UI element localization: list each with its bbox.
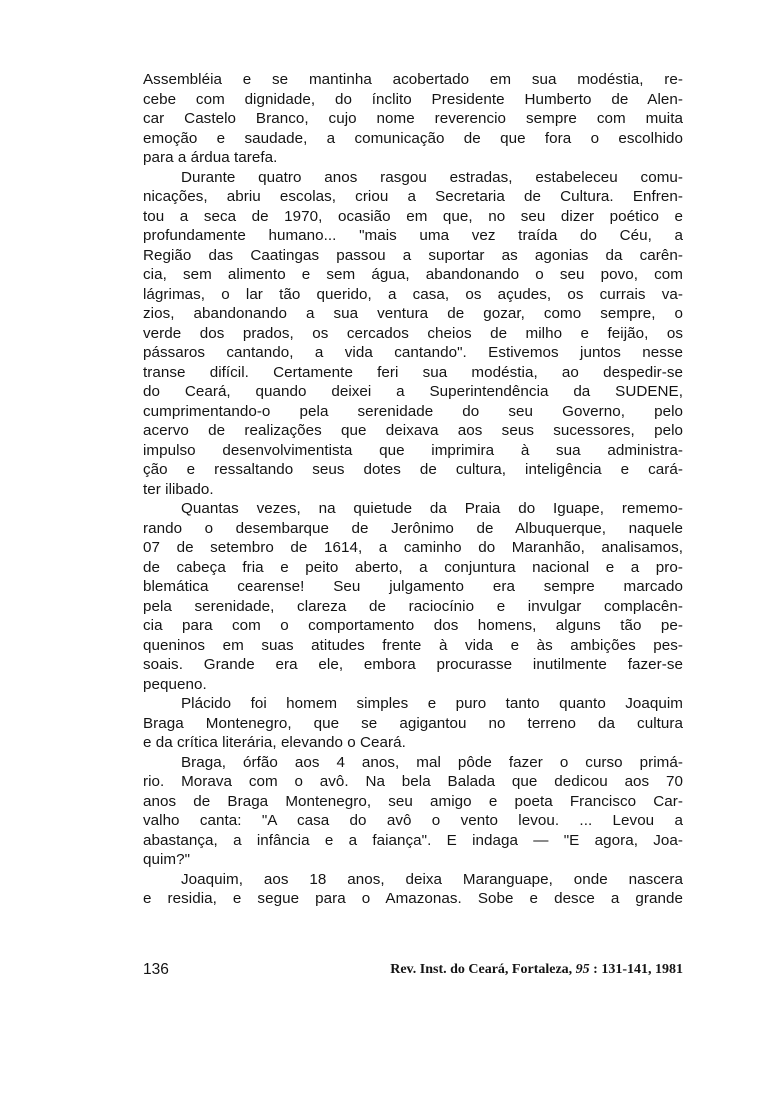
text-line: 07 de setembro de 1614, a caminho do Maranhão, analisamos,: [143, 539, 683, 556]
text-line: cia para com o comportamento dos homens, alguns tão pe-: [143, 617, 683, 634]
text-line: Braga Montenegro, que se agigantou no terreno da cultura: [143, 714, 683, 732]
page-number: 136: [143, 961, 169, 978]
text-line: Plácido foi homem simples e puro tanto quanto Joaquim: [181, 695, 683, 712]
text-line: zios, abandonando a sua ventura de gozar, como sempre, o: [143, 305, 683, 322]
text-line: valho canta: "A casa do avô o vento levou. ... Levou a: [143, 812, 683, 829]
text-line: Durante quatro anos rasgou estradas, estabeleceu comu-: [181, 168, 683, 186]
text-line: acervo de realizações que deixava aos seus sucessores, pelo: [143, 422, 683, 439]
text-line: queninos em suas atitudes frente à vida e às ambições pes-: [143, 636, 683, 654]
text-line: emoção e saudade, a comunicação de que fora o escolhido: [143, 129, 683, 147]
text-line: ção e ressaltando seus dotes de cultura, inteligência e cará-: [143, 461, 683, 478]
text-line: verde dos prados, os cercados cheios de milho e feijão, os: [143, 324, 683, 342]
text-line: transe difícil. Certamente feri sua modéstia, ao despedir-se: [143, 363, 683, 381]
text-line: Assembléia e se mantinha acobertado em sua modéstia, re-: [143, 71, 683, 88]
page-footer: [143, 960, 683, 980]
text-line: pela serenidade, clareza de raciocínio e invulgar complacên-: [143, 597, 683, 615]
text-line: profundamente humano... "mais uma vez traída do Céu, a: [143, 227, 683, 244]
text-line: cebe com dignidade, do ínclito Presidente Humberto de Alen-: [143, 90, 683, 108]
text-line: de cabeça fria e peito aberto, a conjuntura nacional e a pro-: [143, 558, 683, 576]
text-line: nicações, abriu escolas, criou a Secretaria de Cultura. Enfren-: [143, 188, 683, 205]
text-line: para a árdua tarefa.: [143, 149, 278, 166]
text-line: tou a seca de 1970, ocasião em que, no seu dizer poético e: [143, 207, 683, 225]
text-line: pequeno.: [143, 675, 207, 693]
text-line: pássaros cantando, a vida cantando". Estivemos juntos nesse: [143, 344, 683, 361]
text-line: Joaquim, aos 18 anos, deixa Maranguape, onde nascera: [181, 870, 683, 888]
text-line: abastança, a infância e a faiança". E indaga — "E agora, Joa-: [143, 831, 683, 849]
text-line: blemática cearense! Seu julgamento era sempre marcado: [143, 578, 683, 595]
text-line: Braga, órfão aos 4 anos, mal pôde fazer o curso primá-: [181, 753, 683, 771]
text-line: Região das Caatingas passou a suportar as agonias da carên-: [143, 246, 683, 264]
text-line: anos de Braga Montenegro, seu amigo e poeta Francisco Car-: [143, 792, 683, 810]
text-line: e da crítica literária, elevando o Ceará.: [143, 734, 406, 751]
text-line: cumprimentando-o pela serenidade do seu Governo, pelo: [143, 402, 683, 420]
citation-pages: : 131-141, 1981: [593, 962, 683, 977]
body-text: [143, 70, 683, 909]
citation-prefix: Rev. Inst. do Ceará, Fortaleza,: [390, 962, 573, 977]
text-line: cia, sem alimento e sem água, abandonando o seu povo, com: [143, 266, 683, 283]
text-line: car Castelo Branco, cujo nome reverencio sempre com muita: [143, 110, 683, 127]
text-line: rando o desembarque de Jerônimo de Albuquerque, naquele: [143, 519, 683, 537]
text-line: quim?": [143, 851, 191, 868]
text-line: impulso desenvolvimentista que imprimira à sua administra-: [143, 441, 683, 459]
text-line: rio. Morava com o avô. Na bela Balada que dedicou aos 70: [143, 773, 683, 790]
text-line: ter ilibado.: [143, 480, 214, 498]
journal-citation: [390, 960, 683, 980]
text-line: lágrimas, o lar tão querido, a casa, os açudes, os currais va-: [143, 285, 683, 303]
citation-volume: 95: [575, 962, 590, 977]
text-line: soais. Grande era ele, embora procurasse inutilmente fazer-se: [143, 656, 683, 673]
text-line: do Ceará, quando deixei a Superintendência da SUDENE,: [143, 383, 683, 400]
text-line: e residia, e segue para o Amazonas. Sobe e desce a grande: [143, 890, 683, 907]
text-line: Quantas vezes, na quietude da Praia do Iguape, rememo-: [181, 500, 683, 517]
